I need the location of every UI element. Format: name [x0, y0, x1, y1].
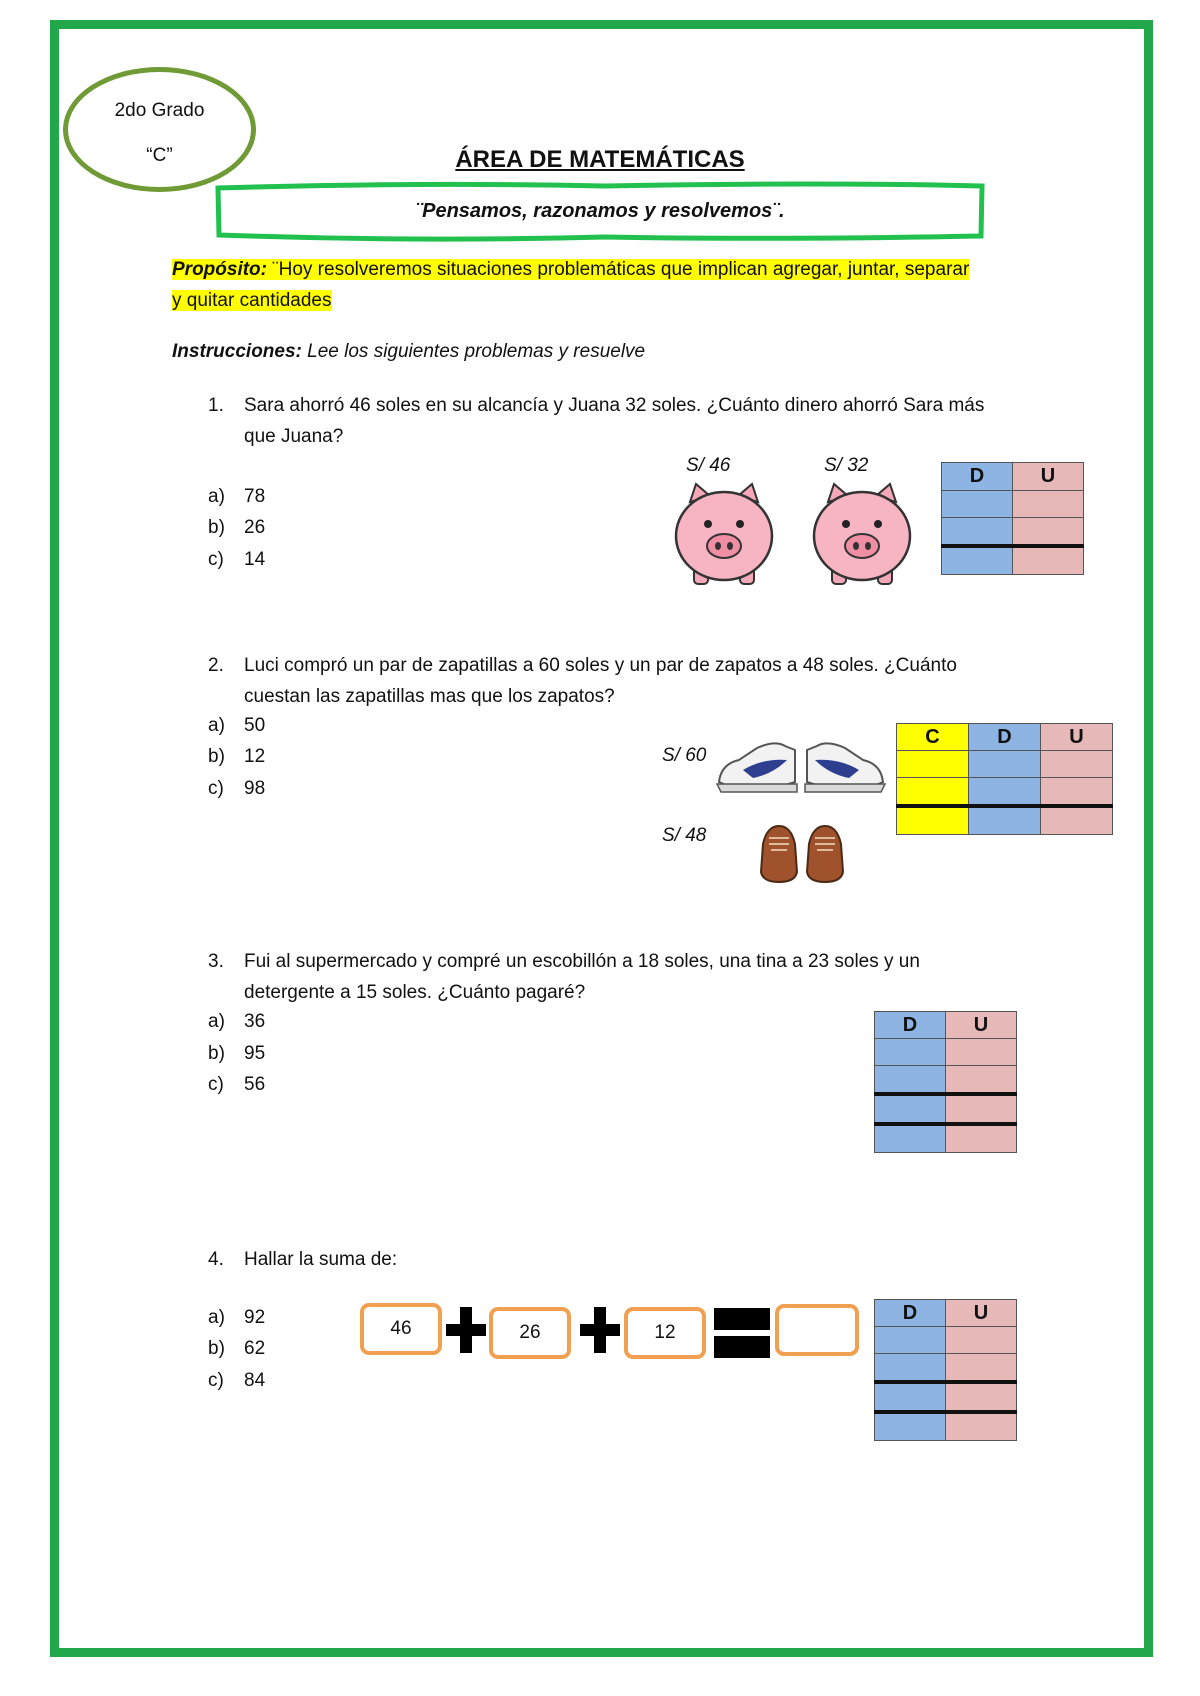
answer-cell[interactable]: [1013, 546, 1084, 575]
cell[interactable]: [875, 1354, 946, 1383]
cell[interactable]: [969, 778, 1041, 807]
problem-1-number: 1.: [208, 395, 224, 416]
problem-4-text-1: Hallar la suma de:: [244, 1249, 398, 1270]
cell[interactable]: [942, 491, 1013, 518]
page-title: ÁREA DE MATEMÁTICAS: [455, 146, 745, 173]
place-value-table-4: [874, 1299, 1017, 1441]
problem-4-option-c[interactable]: c) 84: [208, 1370, 266, 1391]
problem-4-option-b[interactable]: b) 62: [208, 1338, 266, 1359]
answer-cell[interactable]: [946, 1412, 1017, 1441]
header-units: U: [946, 1300, 1017, 1327]
problem-1-text-1: Sara ahorró 46 soles en su alcancía y Juana 32 soles. ¿Cuánto dinero ahorró Sara más: [244, 395, 985, 416]
addend-box-3: 12: [624, 1307, 706, 1359]
addend-box-2: 26: [489, 1307, 571, 1359]
purpose-line-2: [172, 285, 332, 316]
cell[interactable]: [875, 1327, 946, 1354]
problem-2-text-1: Luci compró un par de zapatillas a 60 soles y un par de zapatos a 48 soles. ¿Cuánto: [244, 655, 957, 676]
purpose-text-1: ¨Hoy resolveremos situaciones problemáticas que implican agregar, juntar, separar: [267, 259, 970, 280]
problem-3-line-2: detergente a 15 soles. ¿Cuánto pagaré?: [244, 982, 586, 1003]
cell[interactable]: [897, 751, 969, 778]
problem-1-option-b[interactable]: b) 26: [208, 517, 266, 538]
header-tens: D: [969, 724, 1041, 751]
sum-answer-box[interactable]: [775, 1304, 859, 1356]
problem-3-line-1: [208, 946, 920, 977]
purpose-label: Propósito:: [172, 259, 267, 280]
header-tens: D: [942, 463, 1013, 491]
problem-2-line-1: [208, 650, 957, 681]
header-hundreds: C: [897, 724, 969, 751]
equals-bar-bottom: [714, 1336, 770, 1358]
answer-cell[interactable]: [969, 806, 1041, 835]
header-units: U: [1041, 724, 1113, 751]
cell[interactable]: [969, 751, 1041, 778]
problem-4-option-a[interactable]: a) 92: [208, 1307, 266, 1328]
instructions: [172, 336, 645, 367]
place-value-table-3: [874, 1011, 1017, 1153]
problem-2-option-c[interactable]: c) 98: [208, 778, 266, 799]
problem-1-option-a[interactable]: a) 78: [208, 486, 266, 507]
problem-3-option-a[interactable]: a) 36: [208, 1011, 266, 1032]
sneakers-icon: [713, 730, 889, 802]
shoes-icon: [757, 820, 847, 888]
answer-cell[interactable]: [942, 546, 1013, 575]
price-shoes: S/ 48: [662, 825, 707, 846]
place-value-table-1: [941, 462, 1084, 575]
piggy-bank-icon: [810, 480, 914, 588]
price-sneakers: S/ 60: [662, 745, 707, 766]
cell[interactable]: [946, 1039, 1017, 1066]
header-tens: D: [875, 1300, 946, 1327]
problem-3-option-c[interactable]: c) 56: [208, 1074, 266, 1095]
cell[interactable]: [897, 778, 969, 807]
cell[interactable]: [875, 1039, 946, 1066]
cell[interactable]: [946, 1382, 1017, 1412]
problem-1-option-c[interactable]: c) 14: [208, 549, 266, 570]
cell[interactable]: [946, 1354, 1017, 1383]
problem-4-line-1: [208, 1244, 397, 1275]
grade-label: 2do Grado: [114, 100, 205, 121]
problem-3-text-1: Fui al supermercado y compré un escobillón a 18 soles, una tina a 23 soles y un: [244, 951, 920, 972]
cell[interactable]: [946, 1066, 1017, 1095]
plus-icon: [580, 1307, 620, 1353]
purpose-line-1: [172, 254, 969, 285]
problem-2-line-2: cuestan las zapatillas mas que los zapatos?: [244, 686, 615, 707]
answer-cell[interactable]: [946, 1124, 1017, 1153]
cell[interactable]: [946, 1327, 1017, 1354]
answer-cell[interactable]: [875, 1124, 946, 1153]
problem-3-number: 3.: [208, 951, 224, 972]
problem-2-option-b[interactable]: b) 12: [208, 746, 266, 767]
answer-cell[interactable]: [1041, 806, 1113, 835]
equals-bar-top: [714, 1308, 770, 1330]
instructions-text: Lee los siguientes problemas y resuelve: [301, 341, 646, 362]
header-tens: D: [875, 1012, 946, 1039]
cell[interactable]: [875, 1094, 946, 1124]
cell[interactable]: [1041, 778, 1113, 807]
place-value-table-2: [896, 723, 1113, 835]
section-label: “C”: [146, 145, 173, 166]
header-units: U: [946, 1012, 1017, 1039]
addend-box-1: 46: [360, 1303, 442, 1355]
purpose-text-2: y quitar cantidades: [172, 290, 332, 311]
price-sara: S/ 46: [686, 455, 731, 476]
price-juana: S/ 32: [824, 455, 869, 476]
cell[interactable]: [1013, 491, 1084, 518]
cell[interactable]: [1041, 751, 1113, 778]
cell[interactable]: [1013, 518, 1084, 547]
cell[interactable]: [875, 1382, 946, 1412]
problem-2-number: 2.: [208, 655, 224, 676]
cell[interactable]: [875, 1066, 946, 1095]
motto-text: ¨Pensamos, razonamos y resolvemos¨.: [415, 200, 785, 222]
problem-2-option-a[interactable]: a) 50: [208, 715, 266, 736]
cell[interactable]: [946, 1094, 1017, 1124]
problem-1-line-2: que Juana?: [244, 426, 344, 447]
cell[interactable]: [942, 518, 1013, 547]
problem-1-line-1: [208, 390, 984, 421]
answer-cell[interactable]: [875, 1412, 946, 1441]
instructions-label: Instrucciones:: [172, 341, 302, 362]
piggy-bank-icon: [672, 480, 776, 588]
header-units: U: [1013, 463, 1084, 491]
problem-4-number: 4.: [208, 1249, 224, 1270]
answer-cell[interactable]: [897, 806, 969, 835]
plus-icon: [446, 1307, 486, 1353]
problem-3-option-b[interactable]: b) 95: [208, 1043, 266, 1064]
